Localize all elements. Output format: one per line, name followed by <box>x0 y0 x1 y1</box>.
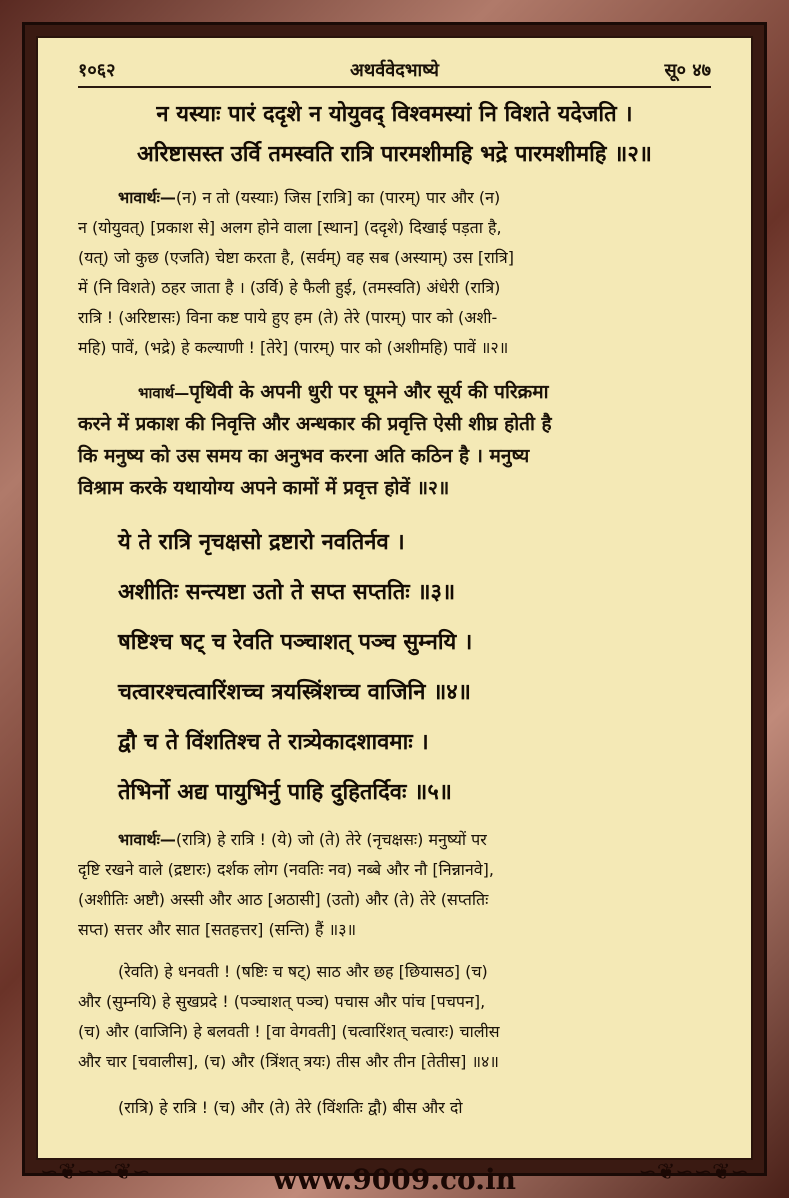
mantra-line: चत्वारश्चत्वारिंशच्च त्रयस्त्रिंशच्च वाजिनि ॥४॥ <box>118 679 471 705</box>
bhashya-text: (न) न तो (यस्याः) जिस [रात्रि] का (पारम्) पार और (न) <box>175 188 501 207</box>
bhashya-line: और (सुम्नयि) हे सुखप्रदे ! (पञ्चाशत् पञ्च) पचास और पांच [पचपन], <box>78 992 486 1011</box>
bhashya-line: (रात्रि) हे रात्रि ! (च) और (ते) तेरे (विंशतिः द्वौ) बीस और दो <box>118 1098 463 1117</box>
bhavartha-line: विश्राम करके यथायोग्य अपने कामों में प्रवृत्त होवें ॥२॥ <box>78 477 450 499</box>
bhashya-line <box>38 186 751 208</box>
scripture-page <box>36 36 753 1160</box>
mantra-line: ये ते रात्रि नृचक्षसो द्रष्टारो नवतिर्नव । <box>118 529 405 555</box>
bhashya-line: (रेवति) हे धनवती ! (षष्टिः च षट्) साठ और छह [छियासठ] (च) <box>118 962 488 981</box>
footer-website-link[interactable]: www.9009.co.in <box>273 1163 516 1196</box>
bhavartha-text: पृथिवी के अपनी धुरी पर घूमने और सूर्य की परिक्रमा <box>189 381 549 403</box>
bhashya-label: भावार्थः— <box>118 188 176 207</box>
bhavartha-line: कि मनुष्य को उस समय का अनुभव करना अति कठिन है । मनुष्य <box>78 445 530 467</box>
bhashya-line: में (नि विशते) ठहर जाता है । (उर्वि) हे फैली हुई, (तमस्वति) अंधेरी (रात्रि) <box>78 278 501 297</box>
page-number: १०६२ <box>78 60 116 81</box>
bhashya-line: सप्त) सत्तर और सात [सतहत्तर] (सन्ति) हैं ॥३॥ <box>78 920 357 939</box>
mantra-line: द्वौ च ते विंशतिश्च ते रात्र्येकादशावमाः । <box>118 729 429 755</box>
mantra-line: न यस्याः पारं ददृशे न योयुवद् विश्वमस्यां नि विशते यदेजति । <box>156 101 633 127</box>
bhashya-line: रात्रि ! (अरिष्टासः) विना कष्ट पाये हुए हम (ते) तेरे (पारम्) पार को (अशी- <box>78 308 498 327</box>
page-header <box>78 58 711 88</box>
bhashya-line: न (योयुवत्) [प्रकाश से] अलग होने वाला [स्थान] (ददृशे) दिखाई पड़ता है, <box>78 218 502 237</box>
bhashya-line: और चार [चवालीस], (च) और (त्रिंशत् त्रयः) तीस और तीन [तेतीस] ॥४॥ <box>78 1052 499 1071</box>
mantra-line: षष्टिश्च षट् च रेवति पञ्चाशत् पञ्च सुम्नयि । <box>118 629 473 655</box>
bhashya-line: दृष्टि रखने वाले (द्रष्टारः) दर्शक लोग (नवतिः नव) नब्बे और नौ [निन्नानवे], <box>78 860 494 879</box>
mantra-line: तेभिर्नो अद्य पायुभिर्नु पाहि दुहितर्दिवः ॥५॥ <box>118 779 452 805</box>
bhashya-line: महि) पावें, (भद्रे) हे कल्याणी ! [तेरे] (पारम्) पार को (अशीमहि) पावें ॥२॥ <box>78 338 509 357</box>
bhashya-line: (अशीतिः अष्टौ) अस्सी और आठ [अठासी] (उतो) और (ते) तेरे (सप्ततिः <box>78 890 489 909</box>
mantra-line: अशीतिः सन्त्यष्टा उतो ते सप्त सप्ततिः ॥३॥ <box>118 579 456 605</box>
book-title: अथर्ववेदभाष्ये <box>350 60 439 81</box>
bhavartha-line: करने में प्रकाश की निवृत्ति और अन्धकार की प्रवृत्ति ऐसी शीघ्र होती है <box>78 413 552 435</box>
bhavartha-line <box>38 378 751 404</box>
bhashya-text: (रात्रि) हे रात्रि ! (ये) जो (ते) तेरे (नृचक्षसः) मनुष्यों पर <box>175 830 487 849</box>
bhavartha-label: भावार्थ— <box>138 384 190 402</box>
bhashya-line: (च) और (वाजिनि) हे बलवती ! [वा वेगवती] (चत्वारिंशत् चत्वारः) चालीस <box>78 1022 500 1041</box>
mantra-line: अरिष्टासस्त उर्वि तमस्वति रात्रि पारमशीमहि भद्रे पारमशीमहि ॥२॥ <box>137 141 652 167</box>
swirl-ornament-icon: ∽❦∽∽❦∽ <box>638 1160 749 1185</box>
bhashya-line: (यत्) जो कुछ (एजति) चेष्टा करता है, (सर्वम्) वह सब (अस्याम्) उस [रात्रि] <box>78 248 514 267</box>
bhashya-label: भावार्थः— <box>118 830 176 849</box>
swirl-ornament-icon: ∽❦∽∽❦∽ <box>40 1160 151 1185</box>
sukta-number: सू० ४७ <box>664 60 711 81</box>
bhashya-line <box>38 828 751 850</box>
